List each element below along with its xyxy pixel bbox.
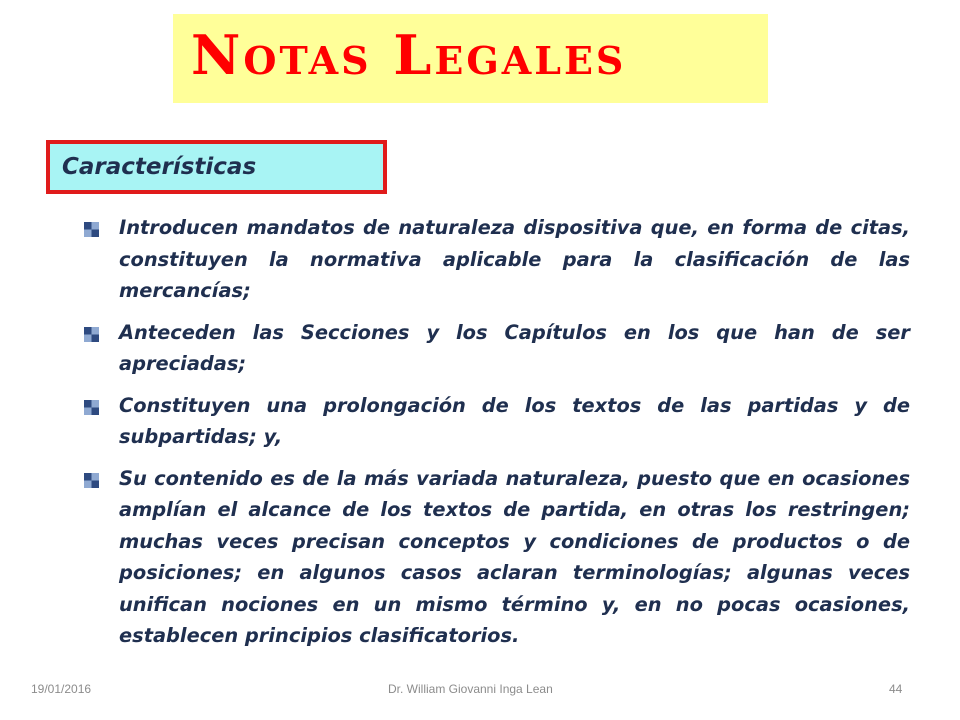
bullet-item [82, 463, 910, 652]
footer-page-number: 44 [889, 682, 903, 696]
bullet-text: Anteceden las Secciones y los Capítulos en los que han de ser apreciadas; [119, 320, 910, 375]
slide-title: Notas Legales [191, 23, 627, 87]
checkered-square-bullet-icon [84, 222, 99, 237]
bullet-item [82, 390, 910, 453]
title-banner [173, 14, 768, 103]
checkered-square-bullet-icon [84, 473, 99, 488]
bullet-item [82, 212, 910, 307]
checkered-square-bullet-icon [84, 400, 99, 415]
footer-date: 19/01/2016 [31, 682, 92, 696]
footer-author: Dr. William Giovanni Inga Lean [388, 682, 553, 696]
subtitle-box [46, 140, 387, 194]
bullet-list [82, 212, 910, 662]
bullet-text: Su contenido es de la más variada naturaleza, puesto que en ocasiones amplían el alcance de los textos de partida, en otras los restringen; muchas veces precisan conceptos y condiciones de productos o de posiciones; en algunos casos aclaran terminologías; algunas veces unifican nociones en un mismo término y, en no pocas ocasiones, establecen principios clasificatorios. [119, 466, 910, 647]
bullet-text: Introducen mandatos de naturaleza dispositiva que, en forma de citas, constituyen la normativa aplicable para la clasificación de las mercancías; [119, 216, 910, 302]
bullet-text: Constituyen una prolongación de los textos de las partidas y de subpartidas; y, [119, 393, 910, 448]
bullet-item [82, 317, 910, 380]
checkered-square-bullet-icon [84, 327, 99, 342]
slide-subtitle: Características [62, 154, 257, 180]
